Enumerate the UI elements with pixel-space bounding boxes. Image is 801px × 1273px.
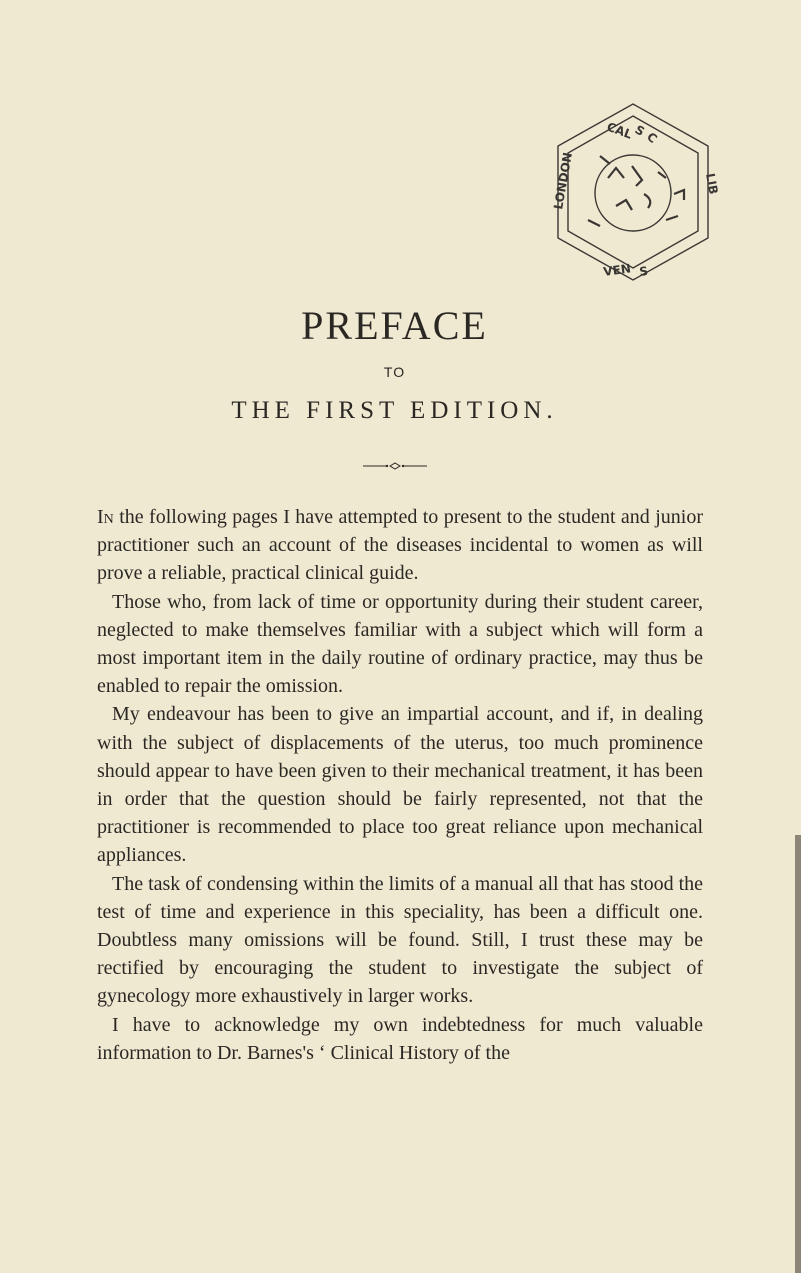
preface-body (97, 503, 703, 1067)
svg-text:VEN: VEN (602, 261, 632, 279)
paragraph-4: The task of condensing within the limits of a manual all that has stood the test of time and experience in this speciality, has been a difficult one. Doubtless many omissions will be found. Still, I trust these may be rectified by encouraging the student to investigate the subject of gynecology more exhaustively in larger works. (97, 872, 703, 1008)
paragraph-3: My endeavour has been to give an impartial account, and if, in dealing with the subject of displacements of the uterus, too much prominence should appear to have been given to their mechanical treatment, it has been in order that the question should be fairly represented, not that the practitioner is recommended to place too great reliance upon mechanical appliances. (97, 703, 703, 867)
svg-text:LIB: LIB (703, 172, 721, 196)
preface-heading: PREFACE (301, 303, 488, 348)
svg-text:CAL: CAL (604, 119, 634, 142)
page-edge-shadow (795, 835, 801, 1273)
svg-text:LONDON: LONDON (551, 151, 575, 211)
paragraph-1-text: the following pages I have attempted to present to the student and junior practitioner such an account of the diseases incidental to women as will prove a reliable, practical clinical guide. (97, 506, 703, 585)
svg-text:S: S (632, 122, 647, 139)
ornament-divider-icon (363, 462, 427, 470)
svg-text:S: S (638, 263, 649, 279)
svg-text:C: C (644, 129, 660, 146)
paragraph-5: I have to acknowledge my own indebtedness for much valuable information to Dr. Barnes's ‘ Clinical History of the (97, 1013, 703, 1064)
preface-connector: TO (383, 364, 406, 380)
edition-subtitle: THE FIRST EDITION. (231, 397, 558, 424)
paragraph-1 (97, 503, 703, 588)
paragraph-2: Those who, from lack of time or opportunity during their student career, neglected to make themselves familiar with a subject which will form a most important item in the daily routine of ordinary practice, may thus be enabled to repair the omission. (97, 590, 703, 698)
library-stamp-icon (548, 98, 721, 288)
opening-word: In (97, 506, 114, 528)
